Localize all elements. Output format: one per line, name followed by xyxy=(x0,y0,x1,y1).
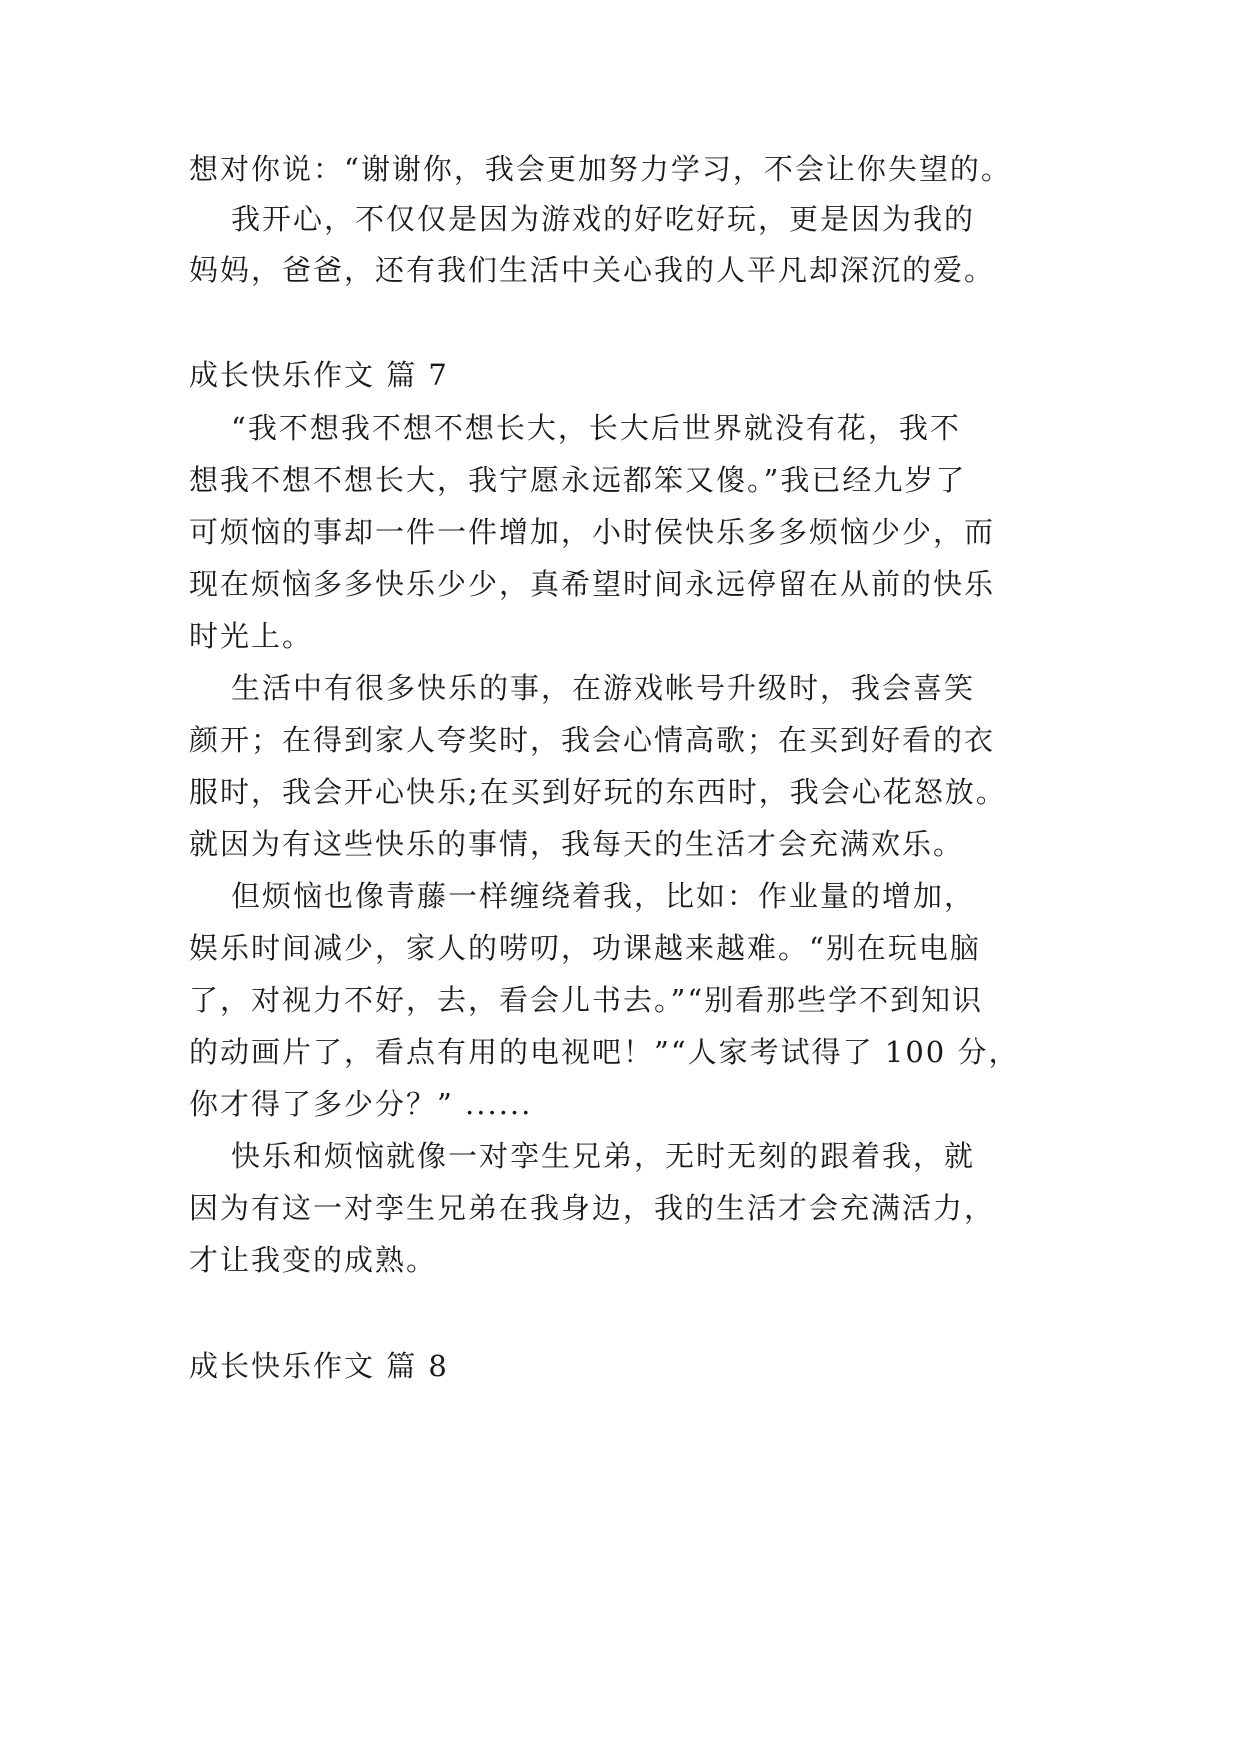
section-7-line-7: 颜开；在得到家人夸奖时，我会心情高歌；在买到好看的衣 xyxy=(189,723,996,757)
section-8-heading: 成长快乐作文 篇 8 xyxy=(189,1349,449,1383)
section-7-line-5: 时光上。 xyxy=(189,619,314,653)
section-7-line-14: 你才得了多少分？” ...... xyxy=(189,1087,533,1121)
continuation-line-1: 想对你说：“谢谢你，我会更加努力学习，不会让你失望的。 xyxy=(189,152,1012,186)
section-7-line-2: 想我不想不想长大，我宁愿永远都笨又傻。”我已经九岁了 xyxy=(189,463,967,497)
section-7-line-3: 可烦恼的事却一件一件增加，小时侯快乐多多烦恼少少，而 xyxy=(189,515,996,549)
section-7-line-4: 现在烦恼多多快乐少少，真希望时间永远停留在从前的快乐 xyxy=(189,567,996,601)
section-7-heading: 成长快乐作文 篇 7 xyxy=(189,358,449,392)
section-7-line-6: 生活中有很多快乐的事，在游戏帐号升级时，我会喜笑 xyxy=(231,671,976,705)
section-7-line-8: 服时，我会开心快乐;在买到好玩的东西时，我会心花怒放。 xyxy=(189,775,1007,809)
continuation-line-3: 妈妈，爸爸，还有我们生活中关心我的人平凡却深沉的爱。 xyxy=(189,253,996,287)
section-7-line-13: 的动画片了，看点有用的电视吧！”“人家考试得了 100 分， xyxy=(189,1035,1020,1069)
section-7-line-10: 但烦恼也像青藤一样缠绕着我，比如：作业量的增加， xyxy=(231,879,976,913)
section-7-line-11: 娱乐时间减少，家人的唠叨，功课越来越难。“别在玩电脑 xyxy=(189,931,981,965)
section-7-line-9: 就因为有这些快乐的事情，我每天的生活才会充满欢乐。 xyxy=(189,827,965,861)
section-7-line-16: 因为有这一对孪生兄弟在我身边，我的生活才会充满活力， xyxy=(189,1191,996,1225)
section-7-line-1: “我不想我不想不想长大，长大后世界就没有花，我不 xyxy=(231,411,961,445)
section-7-line-17: 才让我变的成熟。 xyxy=(189,1243,438,1277)
section-7-line-12: 了，对视力不好，去，看会儿书去。”“别看那些学不到知识 xyxy=(189,983,984,1017)
continuation-line-2: 我开心，不仅仅是因为游戏的好吃好玩，更是因为我的 xyxy=(231,202,976,236)
section-7-line-15: 快乐和烦恼就像一对孪生兄弟，无时无刻的跟着我，就 xyxy=(231,1139,976,1173)
